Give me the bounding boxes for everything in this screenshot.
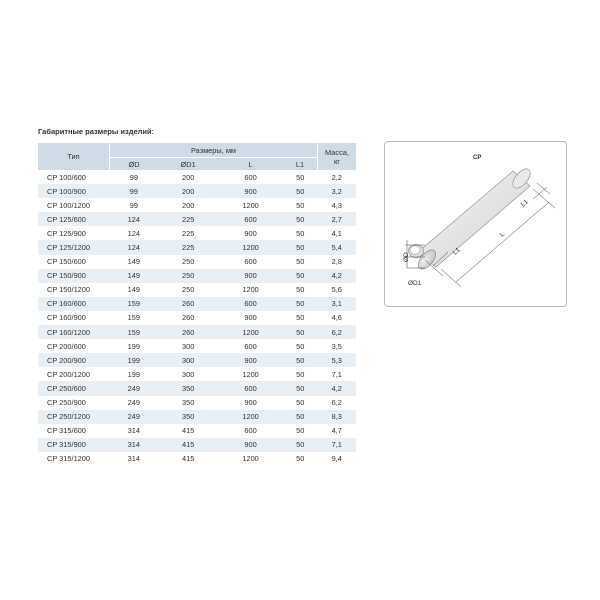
col-header-l1: L1	[283, 158, 317, 171]
cell-mass: 4,3	[331, 200, 342, 210]
cell-d: 99	[129, 200, 138, 210]
cell-l: 1200	[218, 410, 283, 424]
table-row	[38, 255, 356, 269]
cell-mass: 3,1	[318, 297, 357, 311]
cell-d: 249	[110, 410, 159, 424]
cell-d1: 200	[181, 172, 195, 182]
cell-type: CP 150/600	[47, 257, 86, 267]
cell-mass: 9,4	[331, 454, 342, 464]
cell-d: 159	[110, 325, 159, 339]
label-l: L	[498, 230, 507, 239]
drawing-title: CP	[473, 155, 482, 161]
cell-d: 149	[127, 257, 140, 267]
table-row	[38, 226, 356, 240]
cell-l: 1200	[242, 200, 259, 210]
table-row	[38, 438, 356, 452]
cell-l1: 50	[283, 212, 317, 226]
table-row	[38, 269, 356, 283]
table-row	[38, 396, 356, 410]
cell-d: 99	[129, 172, 138, 182]
cell-l: 1200	[242, 369, 259, 379]
cell-d1: 260	[181, 313, 195, 323]
silencer-drawing	[385, 142, 566, 306]
product-drawing	[384, 141, 567, 307]
cell-l1: 50	[296, 454, 305, 464]
cell-mass: 5,6	[331, 285, 342, 295]
cell-d1: 250	[181, 285, 195, 295]
label-l1-top: L1	[519, 198, 530, 209]
cell-d1: 200	[158, 184, 218, 198]
cell-l1: 50	[296, 398, 305, 408]
cell-d1: 300	[181, 341, 195, 351]
cell-l: 1200	[242, 454, 259, 464]
label-l1-bottom: L1	[451, 246, 462, 257]
cell-l1: 50	[296, 285, 305, 295]
table-row	[38, 198, 356, 212]
cell-l1: 50	[283, 184, 317, 198]
col-header-mass	[318, 143, 357, 170]
cell-d1: 225	[158, 212, 218, 226]
cell-type: CP 125/1200	[38, 240, 110, 254]
table-row	[38, 212, 356, 226]
cell-l: 1200	[218, 240, 283, 254]
cell-l1: 50	[283, 353, 317, 367]
cell-type: CP 160/600	[38, 297, 110, 311]
cell-mass: 4,7	[331, 426, 342, 436]
table-row	[38, 184, 356, 198]
cell-d1: 300	[158, 353, 218, 367]
cell-l1: 50	[283, 297, 317, 311]
cell-l1: 50	[283, 381, 317, 395]
cell-type: CP 250/1200	[38, 410, 110, 424]
table-row	[38, 424, 356, 438]
cell-l1: 50	[283, 325, 317, 339]
cell-d1: 200	[181, 200, 195, 210]
cell-d1: 415	[181, 454, 195, 464]
cell-d: 249	[127, 398, 140, 408]
cell-d: 124	[127, 228, 140, 238]
cell-l1: 50	[296, 313, 305, 323]
cell-d: 124	[110, 240, 159, 254]
cell-l: 600	[244, 257, 257, 267]
cell-d1: 250	[158, 269, 218, 283]
cell-d1: 300	[181, 369, 195, 379]
cell-l1: 50	[283, 438, 317, 452]
cell-mass: 5,3	[318, 353, 357, 367]
cell-d: 99	[110, 184, 159, 198]
silencer-body	[409, 166, 534, 272]
cell-d: 149	[127, 285, 140, 295]
cell-l: 1200	[242, 285, 259, 295]
section-heading: Габаритные размеры изделий:	[38, 127, 155, 136]
cell-d1: 260	[158, 297, 218, 311]
cell-mass: 2,8	[331, 257, 342, 267]
cell-d1: 350	[158, 381, 218, 395]
cell-d: 199	[127, 369, 140, 379]
cell-type: CP 125/600	[38, 212, 110, 226]
cell-mass: 4,2	[318, 269, 357, 283]
col-header-type: Тип	[38, 143, 110, 170]
cell-type: CP 250/900	[47, 398, 86, 408]
cell-type: CP 200/900	[38, 353, 110, 367]
col-header-dimensions: Размеры, мм	[110, 143, 318, 158]
cell-mass: 2,7	[318, 212, 357, 226]
cell-mass: 3,5	[331, 341, 342, 351]
cell-type: CP 150/1200	[47, 285, 91, 295]
cell-type: CP 200/600	[47, 341, 86, 351]
cell-l: 900	[218, 269, 283, 283]
cell-d1: 415	[158, 438, 218, 452]
cell-type: CP 100/900	[38, 184, 110, 198]
cell-d1: 350	[158, 410, 218, 424]
cell-l: 900	[244, 313, 257, 323]
cell-d1: 250	[181, 257, 195, 267]
cell-mass: 4,6	[331, 313, 342, 323]
cell-d: 199	[127, 341, 140, 351]
table-row	[38, 283, 356, 297]
cell-d: 159	[110, 297, 159, 311]
table-row	[38, 240, 356, 254]
table-row	[38, 311, 356, 325]
cell-mass: 6,2	[331, 398, 342, 408]
table-row	[38, 325, 356, 339]
dimensions-table	[38, 143, 356, 466]
cell-l: 900	[218, 438, 283, 452]
cell-type: CP 125/900	[47, 228, 86, 238]
cell-d1: 260	[158, 325, 218, 339]
cell-l1: 50	[296, 200, 305, 210]
dimension-lines	[405, 183, 555, 287]
cell-mass: 4,2	[318, 381, 357, 395]
cell-mass: 7,1	[331, 369, 342, 379]
cell-type: CP 250/600	[38, 381, 110, 395]
table-row	[38, 452, 356, 466]
cell-d: 124	[110, 212, 159, 226]
table-row	[38, 170, 356, 184]
col-header-l: L	[218, 158, 283, 171]
dimensions-table-body	[38, 170, 356, 466]
cell-mass: 6,2	[318, 325, 357, 339]
cell-mass: 2,2	[331, 172, 342, 182]
cell-mass: 7,1	[318, 438, 357, 452]
cell-l: 900	[218, 353, 283, 367]
cell-d: 249	[110, 381, 159, 395]
table-row	[38, 410, 356, 424]
cell-mass: 3,2	[318, 184, 357, 198]
cell-d1: 225	[158, 240, 218, 254]
cell-l: 1200	[218, 325, 283, 339]
table-row	[38, 339, 356, 353]
cell-type: CP 315/900	[38, 438, 110, 452]
cell-type: CP 315/1200	[47, 454, 91, 464]
label-diameter-d: ØD	[403, 252, 410, 262]
cell-l: 600	[244, 172, 257, 182]
cell-l: 900	[244, 228, 257, 238]
cell-l: 600	[218, 212, 283, 226]
cell-l1: 50	[296, 341, 305, 351]
table-row	[38, 353, 356, 367]
cell-l1: 50	[296, 426, 305, 436]
table-row	[38, 297, 356, 311]
cell-mass: 5,4	[318, 240, 357, 254]
cell-type: CP 160/1200	[38, 325, 110, 339]
mass-label-line1: Масса,	[325, 147, 349, 157]
cell-d1: 350	[181, 398, 195, 408]
cell-d: 314	[110, 438, 159, 452]
cell-l1: 50	[283, 269, 317, 283]
cell-l: 600	[218, 297, 283, 311]
cell-l1: 50	[296, 369, 305, 379]
table-row	[38, 367, 356, 381]
cell-l: 600	[244, 341, 257, 351]
cell-l1: 50	[296, 172, 305, 182]
cell-type: CP 200/1200	[47, 369, 91, 379]
cell-type: CP 160/900	[47, 313, 86, 323]
table-row	[38, 381, 356, 395]
mass-label-line2: кг	[334, 156, 340, 166]
cell-d1: 415	[181, 426, 195, 436]
cell-d: 314	[127, 454, 140, 464]
cell-d: 159	[127, 313, 140, 323]
cell-l: 900	[244, 398, 257, 408]
cell-mass: 4,1	[331, 228, 342, 238]
cell-d: 314	[127, 426, 140, 436]
cell-l1: 50	[283, 240, 317, 254]
cell-type: CP 150/900	[38, 269, 110, 283]
cell-type: CP 100/1200	[47, 200, 91, 210]
cell-l: 600	[244, 426, 257, 436]
cell-l: 600	[218, 381, 283, 395]
col-header-d1: ØD1	[158, 158, 218, 171]
label-diameter-d1: ØD1	[408, 280, 422, 287]
cell-type: CP 315/600	[47, 426, 86, 436]
col-header-d: ØD	[110, 158, 159, 171]
cell-l1: 50	[296, 257, 305, 267]
cell-l1: 50	[283, 410, 317, 424]
cell-mass: 8,3	[318, 410, 357, 424]
cell-l: 900	[218, 184, 283, 198]
cell-d: 199	[110, 353, 159, 367]
cell-l1: 50	[296, 228, 305, 238]
cell-type: CP 100/600	[47, 172, 86, 182]
cell-d: 149	[110, 269, 159, 283]
cell-d1: 225	[181, 228, 195, 238]
